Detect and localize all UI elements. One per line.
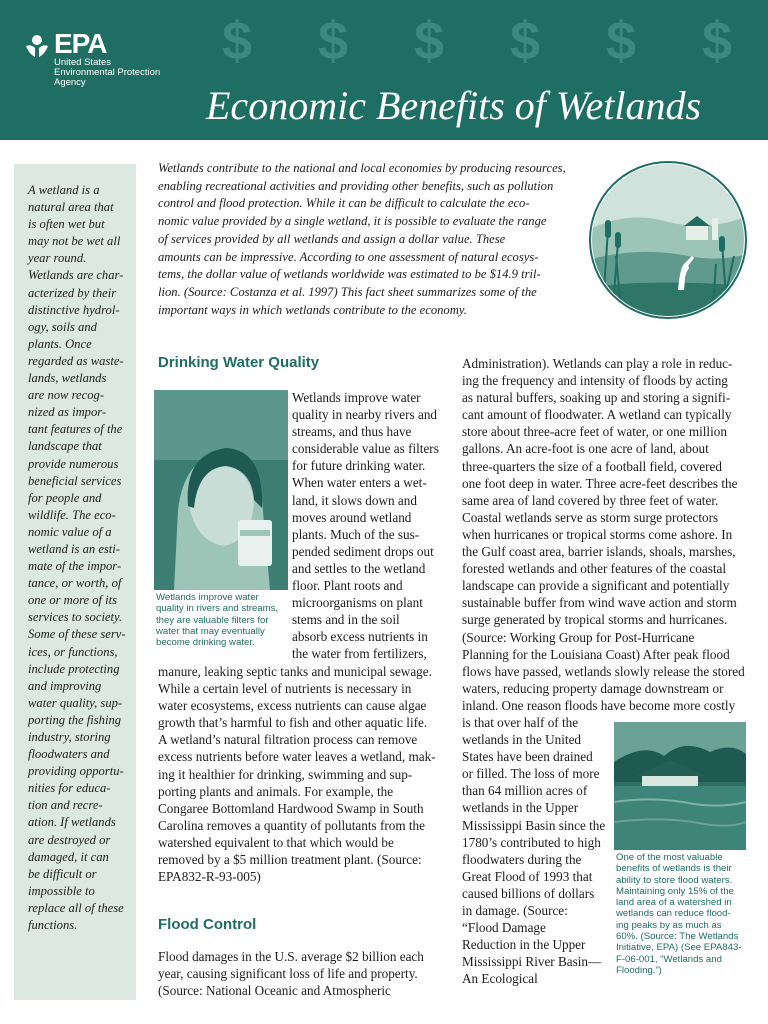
drinking-water-text-beside-photo [292, 389, 452, 663]
agency-name [54, 58, 160, 88]
body-line: streams, and thus have [292, 424, 412, 440]
body-line: surge generated by tropical storms and hurricanes. [462, 612, 728, 628]
intro-line: enabling recreational activities and providing other benefits, such as pollution [158, 178, 554, 193]
sidebar-definition [28, 182, 132, 934]
intro-paragraph [158, 160, 598, 319]
sidebar-line: nized as impor- [28, 405, 107, 420]
body-line: excess nutrients before water leaves a wetland, mak- [158, 749, 436, 765]
body-line: when hurricanes or tropical storms come ashore. In [462, 526, 733, 542]
sidebar-line: wildlife. The eco- [28, 507, 116, 522]
sidebar-line: impossible to [28, 883, 95, 898]
caption-line: ability to store flood waters. [616, 874, 733, 886]
caption-line: Wetlands improve water [156, 592, 259, 603]
sidebar-line: functions. [28, 918, 78, 933]
sidebar-line: mate of the impor- [28, 559, 122, 574]
body-line: stems and in the soil [292, 612, 400, 628]
sidebar-line: ices, or functions, [28, 644, 118, 659]
dollar-sign-icon: $ [702, 11, 733, 71]
body-line: watershed equivalent to that which would be [158, 834, 394, 850]
dollar-sign-icon: $ [318, 11, 349, 71]
body-line: ing the frequency and intensity of floods by acting [462, 373, 728, 389]
body-line: plants. Much of the sus- [292, 526, 420, 542]
sidebar-line: ogy, soils and [28, 319, 97, 334]
flooded-house-photo [614, 722, 746, 850]
sidebar-line: one or more of its [28, 593, 118, 608]
sidebar-line: may not be wet all [28, 234, 121, 249]
sidebar-line: landscape that [28, 439, 102, 454]
dollar-sign-pattern [222, 11, 768, 84]
agency-line: Environmental Protection [54, 67, 161, 78]
body-line: considerable value as filters [292, 441, 439, 457]
body-line: Congaree Bottomland Hardwood Swamp in South [158, 800, 424, 816]
header-band [0, 0, 768, 140]
body-line: same area of land covered by three feet of water. [462, 492, 719, 508]
caption-line: they are valuable filters for [156, 614, 269, 626]
intro-line: important ways in which wetlands contribute to the economy. [158, 302, 467, 317]
body-line: sustainable buffer from wind wave action and storm [462, 595, 737, 611]
body-line: quality in nearby rivers and [292, 407, 438, 423]
body-line: in damage. (Source: [462, 903, 568, 919]
intro-line: control and flood protection. While it can be difficult to calculate the eco- [158, 196, 530, 211]
caption-line: Flooding.”) [616, 964, 662, 976]
body-line: moves around wetland [292, 509, 412, 525]
sidebar-line: Wetlands are char- [28, 268, 124, 283]
flood-control-continued-text [462, 355, 758, 714]
caption-line: quality in rivers and streams, [156, 603, 279, 615]
body-line: inland. One reason floods have become more costly [462, 697, 736, 713]
body-line: the water from fertilizers, [292, 646, 427, 662]
caption-line: F-06-001, “Wetlands and [616, 953, 722, 965]
sidebar-line: nities for educa- [28, 781, 111, 796]
body-line: ing it healthier for drinking, swimming and sup- [158, 766, 413, 782]
intro-line: of services provided by all wetlands and assign a dollar value. These [158, 231, 506, 246]
sidebar-line: and improving [28, 678, 102, 693]
sidebar-line: water quality, sup- [28, 695, 123, 710]
body-line: cant amount of floodwater. A wetland can typically [462, 407, 732, 423]
sidebar-line: natural area that [28, 200, 114, 215]
body-line: gallons. An acre-foot is one acre of land, about [462, 441, 709, 457]
sidebar-line: year round. [28, 251, 87, 266]
body-line: An Ecological [462, 971, 538, 987]
body-line: Reduction in the Upper [462, 937, 586, 953]
body-line: Coastal wetlands serve as storm surge protectors [462, 509, 719, 525]
dollar-sign-icon: $ [510, 11, 541, 71]
caption-line: Maintaining only 15% of the [616, 885, 734, 897]
girl-drinking-water-photo [154, 390, 288, 590]
body-line: Mississippi Basin since the [462, 817, 606, 833]
sidebar-line: for people and [28, 490, 102, 505]
sidebar-line: beneficial services [28, 473, 122, 488]
body-line: growth that’s harmful to fish and other aquatic life. [158, 715, 428, 731]
caption-line: become drinking water. [156, 637, 255, 649]
intro-line: lion. (Source: Costanza et al. 1997) This fact sheet summarizes some of the [158, 284, 537, 299]
epa-logo [24, 30, 204, 90]
body-line: EPA832-R-93-005) [158, 869, 261, 885]
body-line: (Source: Working Group for Post-Hurricane [462, 629, 695, 645]
body-line: year, causing significant loss of life and property. [158, 966, 418, 982]
body-line: and settles to the wetland [292, 560, 426, 576]
sidebar-line: are now recog- [28, 388, 105, 403]
body-line: manure, leaking septic tanks and municipal sewage. [158, 664, 432, 679]
body-line: “Flood Damage [462, 920, 546, 936]
drinking-water-text [158, 663, 454, 885]
body-line: three-quarters the size of a football field, covered [462, 458, 722, 474]
epa-flower-icon [24, 32, 50, 58]
dollar-sign-icon: $ [606, 11, 637, 71]
intro-line: amounts can be impressive. According to one assessment of natural ecosys- [158, 249, 539, 264]
body-line: Wetlands improve water [292, 390, 421, 405]
girl-photo-caption [156, 592, 290, 648]
sidebar-line: wetland is an esti- [28, 541, 120, 556]
body-line: wetlands in the Upper [462, 800, 579, 816]
body-line: porting plants and animals. For example, the [158, 783, 394, 799]
caption-line: Initiative, EPA) (See EPA843- [616, 942, 742, 954]
body-line: Carolina removes a quantity of pollutants from the [158, 817, 425, 833]
body-line: for future drinking water. [292, 458, 426, 474]
sidebar-line: lands, wetlands [28, 371, 107, 386]
sidebar-line: floodwaters and [28, 747, 110, 762]
sidebar-line: damaged, it can [28, 849, 109, 864]
body-line: While a certain level of nutrients is necessary in [158, 681, 412, 697]
body-line: water ecosystems, excess nutrients can cause algae [158, 698, 427, 714]
intro-line: Wetlands contribute to the national and local economies by producing resources, [158, 161, 566, 175]
caption-line: 60%. (Source: The Wetlands [616, 931, 739, 943]
body-line: store about three-acre feet of water, or one million [462, 424, 727, 440]
body-line: Administration). Wetlands can play a role in reduc- [462, 356, 733, 371]
flood-control-text [158, 948, 454, 999]
body-line: States have been drained [462, 749, 593, 765]
section-heading-flood-control: Flood Control [158, 916, 257, 933]
body-line: flows have passed, wetlands slowly release the stored [462, 663, 745, 679]
body-line: or filled. The loss of more [462, 766, 600, 782]
body-line: absorb excess nutrients in [292, 629, 428, 645]
logo-wordmark: EPA [54, 28, 107, 59]
caption-line: benefits of wetlands is their [616, 863, 732, 875]
sidebar-line: provide numerous [28, 456, 119, 471]
body-line: Flood damages in the U.S. average $2 billion each [158, 949, 424, 964]
intro-line: tems, the dollar value of wetlands worldwide was estimated to be $14.9 tril- [158, 267, 541, 282]
caption-line: land area of a watershed in [616, 897, 732, 909]
sidebar-line: porting the fishing [28, 712, 122, 727]
sidebar-line: replace all of these [28, 900, 124, 915]
body-line: When water enters a wet- [292, 475, 427, 491]
sidebar-line: tant features of the [28, 422, 123, 437]
sidebar-line: ation. If wetlands [28, 815, 116, 830]
body-line: landscape can provide a significant and potentially [462, 578, 730, 594]
sidebar-line: is often wet but [28, 217, 105, 232]
sidebar-line: nomic value of a [28, 524, 112, 539]
caption-line: wetlands can reduce flood- [616, 908, 731, 920]
body-line: pended sediment drops out [292, 543, 434, 559]
sidebar-line: plants. Once [28, 336, 92, 351]
caption-line: One of the most valuable [616, 852, 723, 863]
dollar-sign-icon: $ [414, 11, 445, 71]
sidebar-line: industry, storing [28, 730, 111, 744]
body-line: A wetland’s natural filtration process can remove [158, 732, 418, 748]
sidebar-line: distinctive hydrol- [28, 302, 120, 317]
wetland-illustration [588, 160, 748, 320]
sidebar-line: services to society. [28, 610, 123, 625]
body-line: waters, reducing property damage downstream or [462, 680, 724, 696]
body-line: floodwaters during the [462, 851, 582, 867]
body-line: Mississippi River Basin— [462, 954, 602, 970]
sidebar-line: Some of these serv- [28, 627, 126, 642]
body-line: forested wetlands and other features of the coastal [462, 561, 727, 577]
sidebar-line: providing opportu- [28, 764, 124, 779]
caption-line: water that may eventually [156, 625, 265, 637]
sidebar-line: A wetland is a [28, 183, 100, 197]
sidebar-line: tion and recre- [28, 798, 103, 813]
section-heading-drinking-water: Drinking Water Quality [158, 354, 320, 371]
body-line: than 64 million acres of [462, 783, 588, 799]
sidebar-line: be difficult or [28, 866, 97, 881]
caption-line: ing peaks by as much as [616, 919, 722, 931]
sidebar-line: include protecting [28, 661, 120, 676]
body-line: floor. Plant roots and [292, 578, 403, 594]
body-line: wetlands in the United [462, 732, 582, 748]
agency-line: United States [54, 57, 112, 68]
flood-control-narrow-text [462, 714, 612, 988]
body-line: (Source: National Oceanic and Atmospheric [158, 983, 391, 999]
sidebar-line: acterized by their [28, 285, 117, 300]
body-line: microorganisms on plant [292, 595, 423, 611]
body-line: the Gulf coast area, barrier islands, shoals, marshes, [462, 544, 736, 560]
body-line: Great Flood of 1993 that [462, 868, 593, 884]
sidebar-line: tance, or worth, of [28, 576, 122, 591]
flooded-house-photo-caption [616, 852, 750, 976]
sidebar-line: regarded as waste- [28, 353, 124, 368]
agency-line: Agency [54, 77, 86, 88]
body-line: removed by a $5 million treatment plant. (Source: [158, 852, 422, 868]
body-line: Planning for the Louisiana Coast) After peak flood [462, 646, 730, 662]
dollar-sign-icon: $ [222, 11, 253, 71]
body-line: is that over half of the [462, 715, 579, 730]
body-line: one foot deep in water. Three acre-feet describes the [462, 475, 738, 491]
body-line: land, it slows down and [292, 492, 417, 508]
page-title: Economic Benefits of Wetlands [206, 83, 702, 128]
body-line: 1780’s contributed to high [462, 834, 601, 850]
sidebar-line: are destroyed or [28, 832, 111, 847]
body-line: as natural buffers, soaking up and storing a signifi- [462, 390, 731, 406]
intro-line: nomic value provided by a single wetland, it is possible to evaluate the range [158, 214, 547, 229]
body-line: caused billions of dollars [462, 885, 595, 901]
